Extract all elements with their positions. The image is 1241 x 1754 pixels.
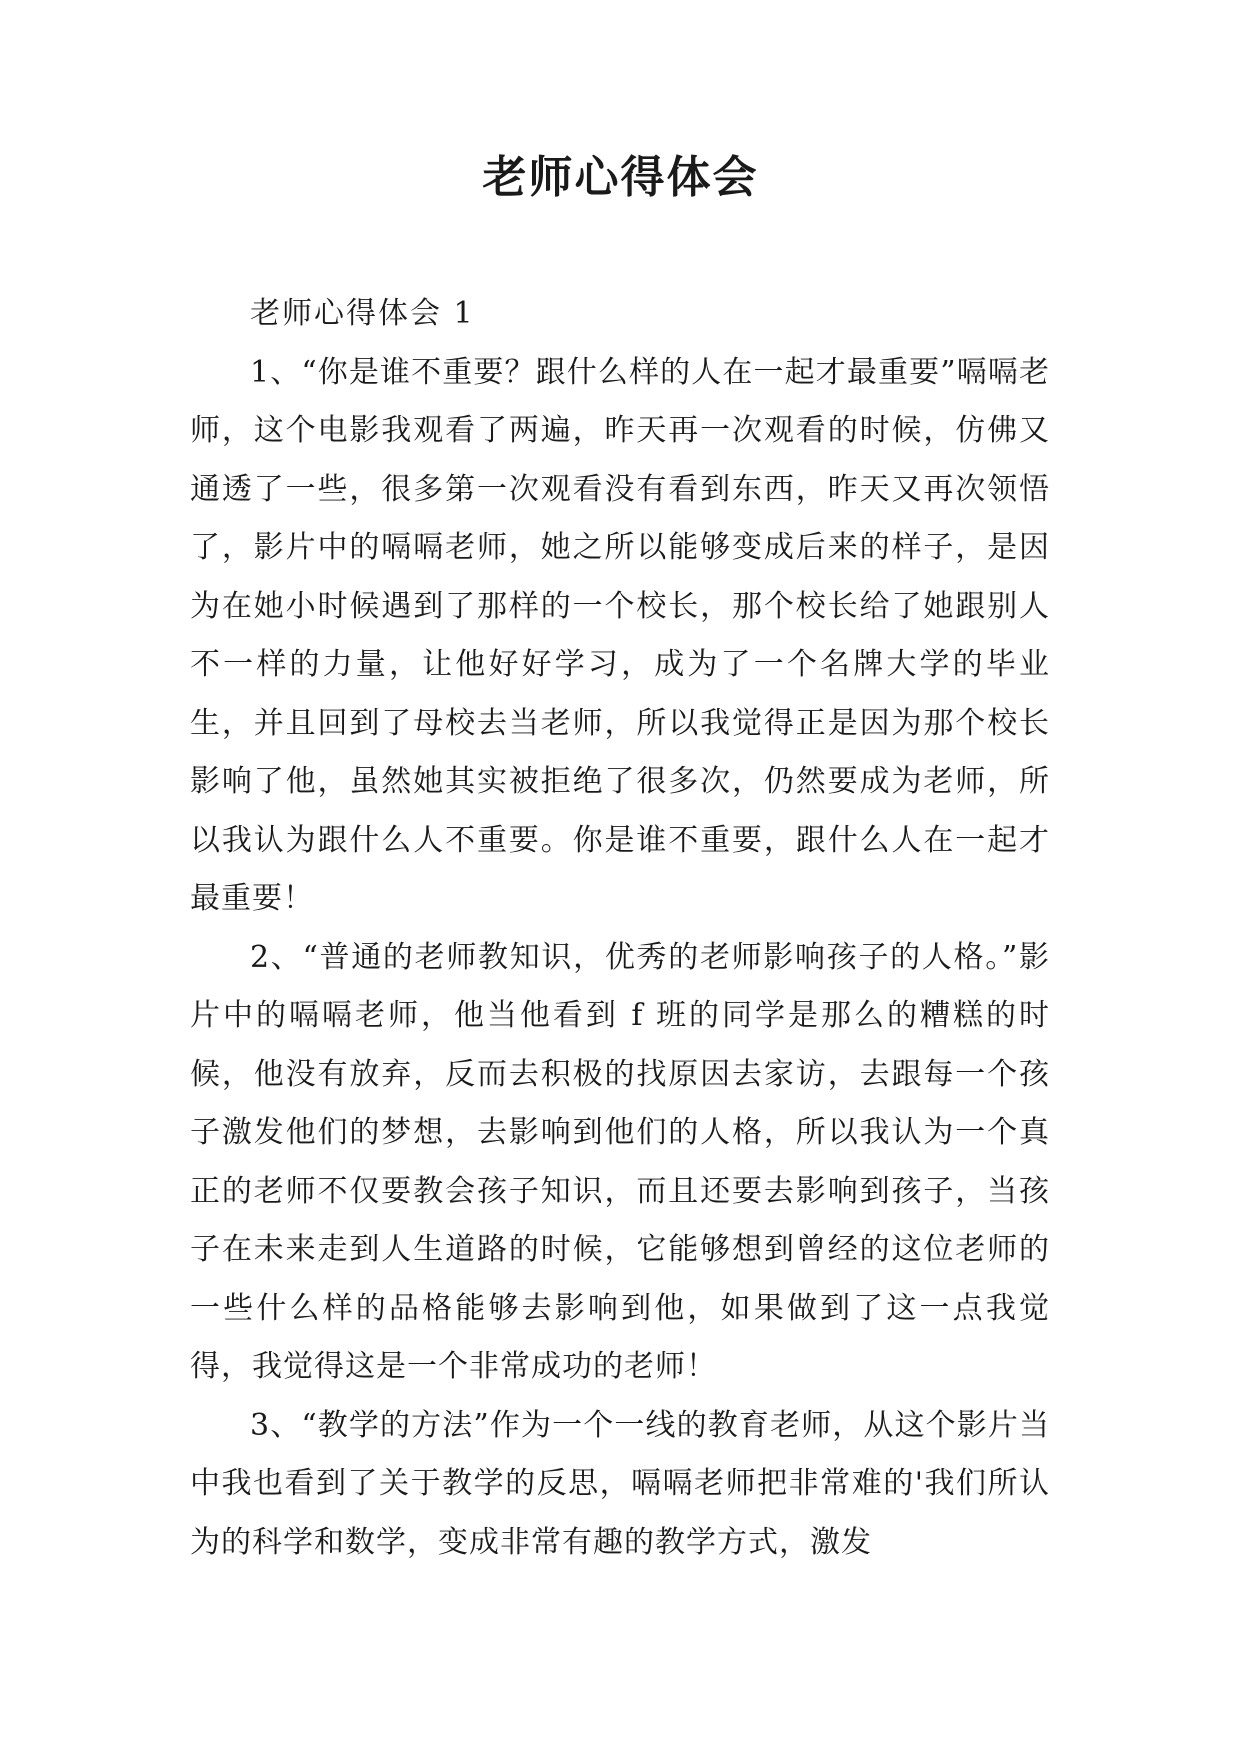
paragraph-1: 1、“你是谁不重要？跟什么样的人在一起才最重要”嗝嗝老师，这个电影我观看了两遍，昨天再一次观看的时候，仿佛又通透了一些，很多第一次观看没有看到东西，昨天又再次领悟了，影片中的嗝嗝老师，她之所以能够变成后来的样子，是因为在她小时候遇到了那样的一个校长，那个校长给了她跟别人不一样的力量，让他好好学习，成为了一个名牌大学的毕业生，并且回到了母校去当老师，所以我觉得正是因为那个校长影响了他，虽然她其实被拒绝了很多次，仍然要成为老师，所以我认为跟什么人不重要。你是谁不重要，跟什么人在一起才最重要！ (190, 354, 1050, 916)
paragraph-2: 2、“普通的老师教知识，优秀的老师影响孩子的人格。”影片中的嗝嗝老师，他当他看到 f 班的同学是那么的糟糕的时候，他没有放弃，反而去积极的找原因去家访，去跟每一个孩子激发他们的梦想，去影响到他们的人格，所以我认为一个真正的老师不仅要教会孩子知识，而且还要去影响到孩子，当孩子在未来走到人生道路的时候，它能够想到曾经的这位老师的一些什么样的品格能够去影响到他，如果做到了这一点我觉得，我觉得这是一个非常成功的老师！ (190, 939, 1050, 1384)
paragraph-3: 3、“教学的方法”作为一个一线的教育老师，从这个影片当中我也看到了关于教学的反思，嗝嗝老师把非常难的'我们所认为的科学和数学，变成非常有趣的教学方式，激发 (190, 1407, 1050, 1560)
section-heading: 老师心得体会 1 (250, 296, 475, 331)
document-title: 老师心得体会 (482, 152, 759, 203)
document-body (190, 285, 1050, 1572)
